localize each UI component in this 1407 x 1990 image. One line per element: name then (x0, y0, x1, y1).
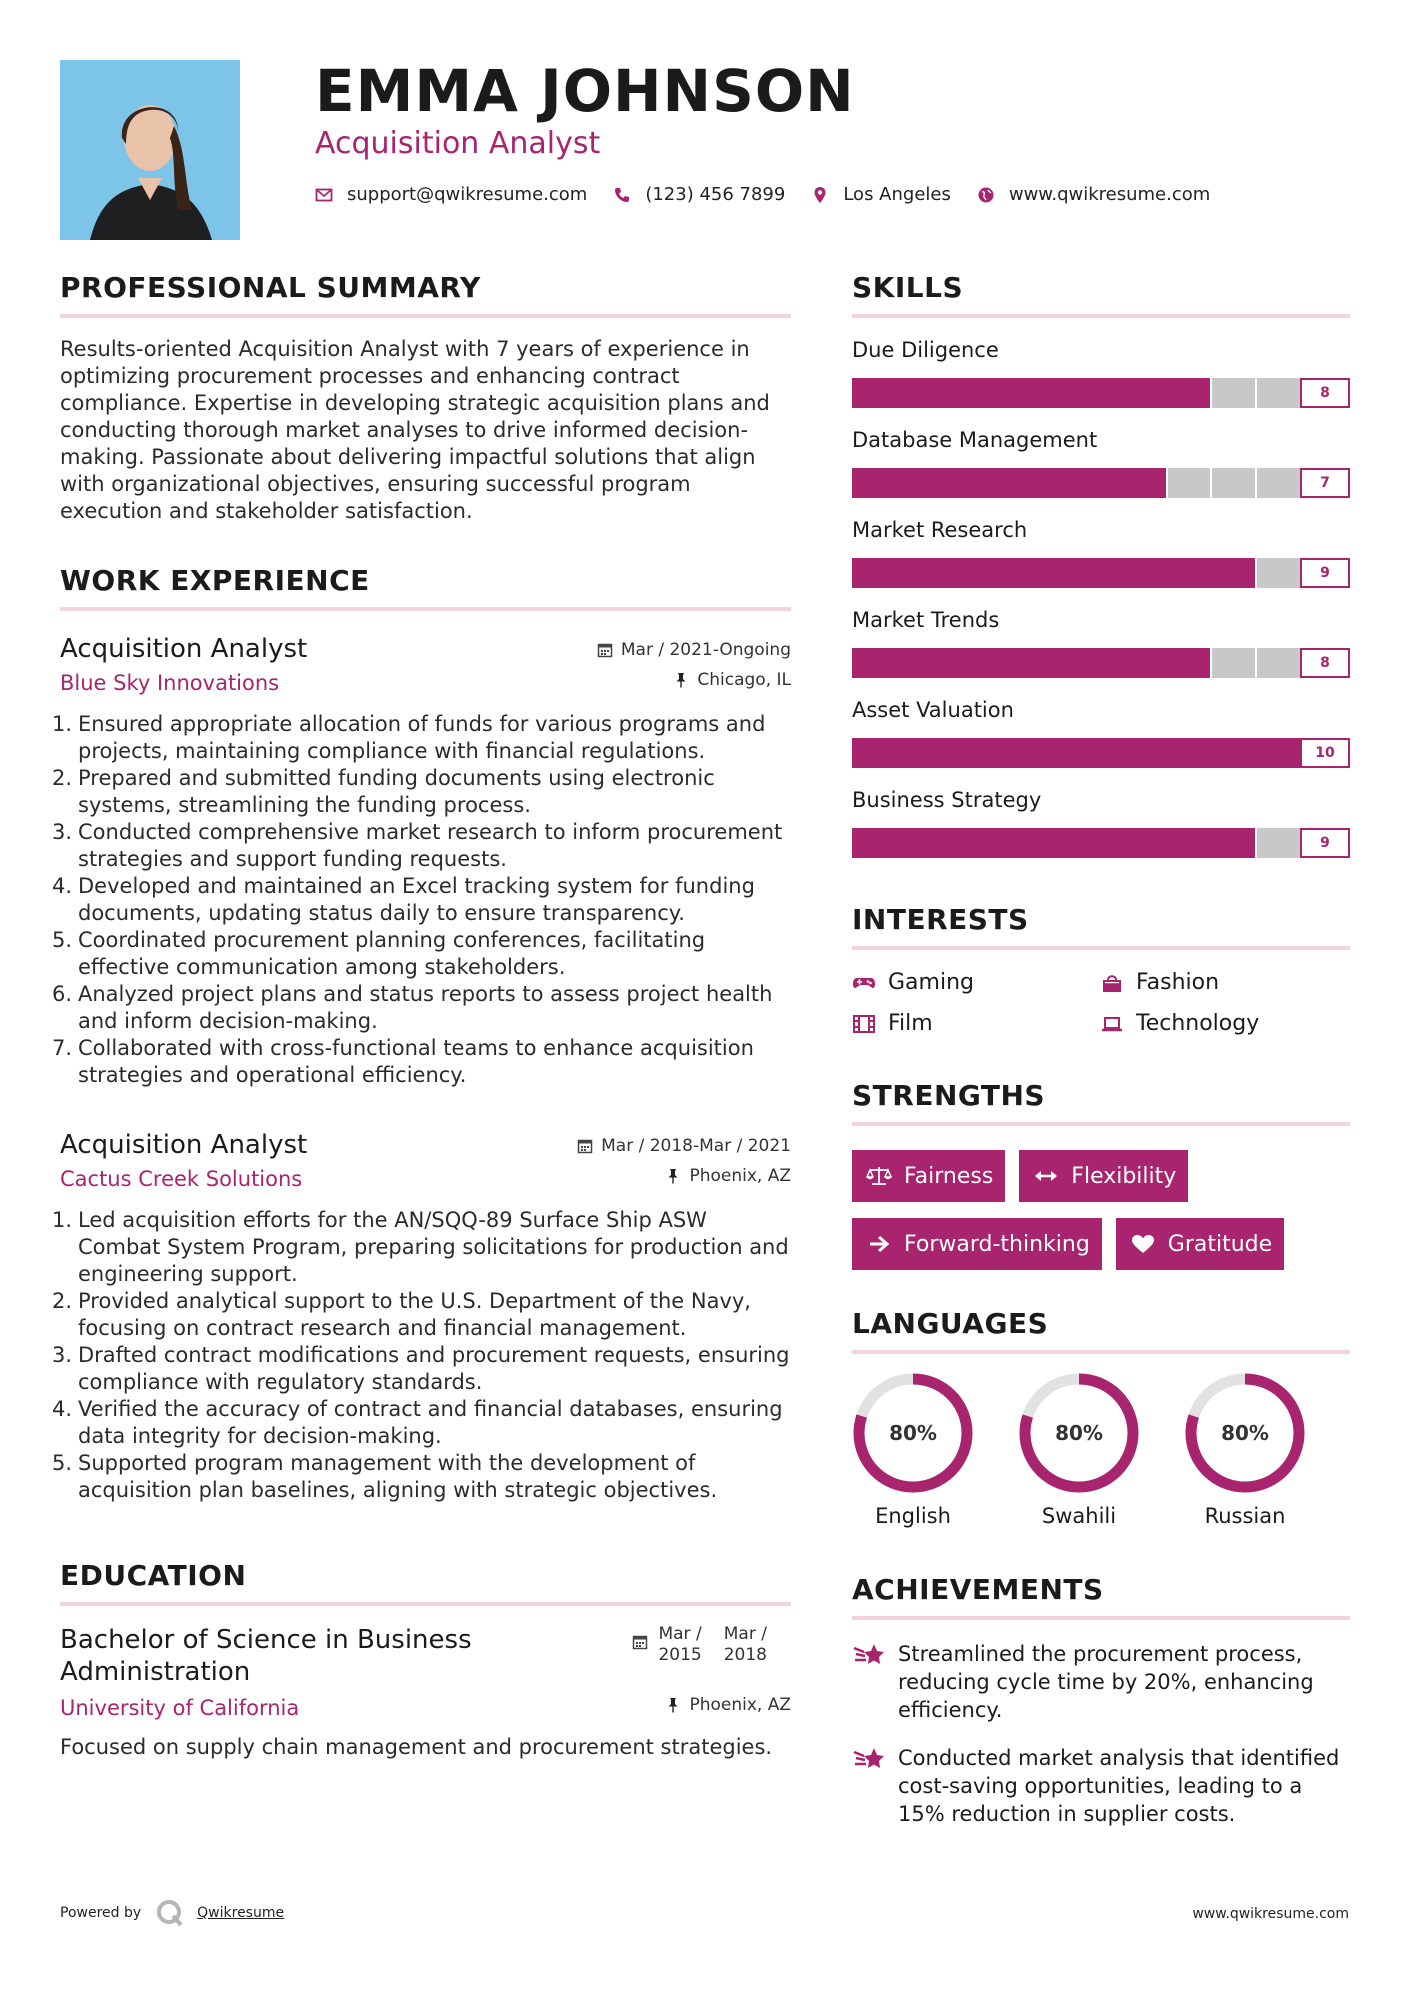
list-number: 1. (52, 712, 73, 736)
job-dates (597, 639, 791, 661)
interest-label: Technology (1136, 1011, 1260, 1036)
interest-label: Film (888, 1011, 933, 1036)
contact-email[interactable] (315, 184, 587, 205)
list-item-text: Analyzed project plans and status reports to assess project health and inform decision-making. (78, 982, 773, 1033)
skill-bar-segment (1255, 558, 1300, 588)
strength-list (852, 1150, 1350, 1286)
edu-start-month: Mar / (658, 1624, 702, 1644)
laptop-icon (1100, 1014, 1124, 1034)
globe-icon (977, 186, 995, 204)
company-name: Blue Sky Innovations (60, 671, 280, 695)
interest-item (852, 1011, 1100, 1036)
education-location-text: Phoenix, AZ (689, 1695, 791, 1715)
strength-chip (852, 1218, 1102, 1270)
list-number: 5. (52, 928, 73, 952)
strength-chip (1019, 1150, 1188, 1202)
contact-location-text: Los Angeles (843, 184, 951, 205)
skill-bar-segment (1255, 648, 1300, 678)
section-divider (852, 946, 1350, 950)
experience-heading: WORK EXPERIENCE (60, 564, 370, 597)
list-number: 2. (52, 1289, 73, 1313)
shooting-star-icon (852, 1744, 886, 1772)
skill-bar-segment (1210, 648, 1255, 678)
job-title: Acquisition Analyst (60, 1130, 308, 1160)
section-divider (852, 1350, 1350, 1354)
gamepad-icon (852, 973, 876, 993)
contact-phone[interactable] (613, 184, 785, 205)
candidate-title: Acquisition Analyst (315, 126, 601, 161)
achievement-text: Streamlined the procurement process, reducing cycle time by 20%, enhancing efficiency. (898, 1642, 1314, 1722)
footer-url[interactable]: www.qwikresume.com (1192, 1906, 1349, 1922)
edu-end-month: Mar / (723, 1624, 767, 1644)
skill-list (852, 336, 1350, 858)
calendar-icon (632, 1634, 648, 1650)
skill-level-badge: 8 (1300, 648, 1350, 678)
skill-level-badge: 10 (1300, 738, 1350, 768)
skill-name: Market Trends (852, 608, 1000, 632)
shopping-bag-icon (1100, 973, 1124, 993)
list-item-text: Coordinated procurement planning conferences, facilitating effective communication among stakeholders. (78, 928, 706, 979)
education-dates (632, 1624, 791, 1666)
language-ring (852, 1372, 974, 1494)
skill-name: Asset Valuation (852, 698, 1014, 722)
profile-photo (60, 60, 240, 240)
envelope-icon (315, 186, 333, 204)
skill-name: Market Research (852, 518, 1028, 542)
brand-link[interactable]: Qwikresume (197, 1905, 285, 1921)
list-item-text: Supported program management with the development of acquisition plan baselines, aligning with strategic objectives. (78, 1451, 718, 1502)
job-location (665, 1165, 791, 1187)
company-name: Cactus Creek Solutions (60, 1167, 303, 1191)
film-icon (852, 1014, 876, 1034)
skill-bar-segment (1210, 468, 1255, 498)
skill-bar-segment (1255, 468, 1300, 498)
edu-start-year: 2015 (658, 1645, 702, 1665)
pushpin-icon (665, 1168, 681, 1184)
qwikresume-logo-icon (155, 1898, 185, 1928)
left-column (52, 270, 791, 1761)
contact-row (315, 184, 1365, 205)
language-item (1184, 1372, 1350, 1528)
section-divider (60, 314, 791, 318)
skill-bar (852, 558, 1350, 588)
arrows-horizontal-icon (1033, 1165, 1059, 1187)
job-list (52, 633, 791, 1504)
list-item-text: Developed and maintained an Excel tracking system for funding documents, updating status daily to ensure transparency. (78, 874, 755, 925)
interest-item (1100, 970, 1348, 995)
list-number: 7. (52, 1036, 73, 1060)
section-divider (852, 314, 1350, 318)
list-item (52, 927, 791, 981)
language-ring (1018, 1372, 1140, 1494)
job-dates (577, 1135, 791, 1157)
strength-label: Fairness (904, 1163, 994, 1189)
skill-name: Due Diligence (852, 338, 999, 362)
skills-heading: SKILLS (852, 271, 964, 304)
list-item-text: Drafted contract modifications and procurement requests, ensuring compliance with regulatory standards. (78, 1343, 790, 1394)
skill-level-badge: 8 (1300, 378, 1350, 408)
language-percent: 80% (1055, 1421, 1103, 1445)
skill-item (852, 336, 1350, 408)
skill-bar-segment (1166, 468, 1211, 498)
list-item-text: Conducted comprehensive market research to inform procurement strategies and support funding requests. (78, 820, 783, 871)
education-description: Focused on supply chain management and procurement strategies. (60, 1735, 773, 1759)
list-item (52, 1035, 791, 1089)
powered-by-text: Powered by (60, 1905, 142, 1921)
job-location-text: Chicago, IL (697, 670, 791, 690)
job-dates-text: Mar / 2021-Ongoing (620, 640, 791, 660)
strength-label: Gratitude (1167, 1231, 1273, 1257)
strength-label: Forward-thinking (904, 1231, 1090, 1257)
skill-item (852, 786, 1350, 858)
education-location (665, 1694, 791, 1716)
contact-email-text: support@qwikresume.com (347, 184, 588, 205)
language-percent: 80% (1221, 1421, 1269, 1445)
summary-text: Results-oriented Acquisition Analyst with 7 years of experience in optimizing procurement processes and enhancing contract compliance. Expertise in developing strategic acquisition plans and conducting thorough market analyses to drive informed decision-making. Passionate about delivering impactful solutions that align with organizational objectives, ensuring successful program execution and stakeholder satisfaction. (60, 337, 770, 523)
summary-heading: PROFESSIONAL SUMMARY (60, 271, 481, 304)
list-item (52, 1342, 791, 1396)
education-entry (60, 1624, 791, 1761)
skill-level-badge: 9 (1300, 558, 1350, 588)
skill-bar-fill (852, 378, 1210, 408)
section-divider (852, 1616, 1350, 1620)
job-title: Acquisition Analyst (60, 634, 308, 664)
strength-chip (1116, 1218, 1284, 1270)
calendar-icon (577, 1138, 593, 1154)
list-item (52, 819, 791, 873)
list-number: 3. (52, 820, 73, 844)
skill-bar-fill (852, 648, 1210, 678)
language-name: Swahili (1041, 1504, 1117, 1528)
achievement-text: Conducted market analysis that identified cost-saving opportunities, leading to a 15% reduction in supplier costs. (898, 1746, 1340, 1826)
list-item-text: Ensured appropriate allocation of funds for various programs and projects, maintaining compliance with financial regulations. (78, 712, 766, 763)
list-item (52, 1450, 791, 1504)
skill-item (852, 606, 1350, 678)
language-item (1018, 1372, 1184, 1528)
list-item-text: Collaborated with cross-functional teams to enhance acquisition strategies and operational efficiency. (78, 1036, 754, 1087)
list-number: 5. (52, 1451, 73, 1475)
language-item (852, 1372, 1018, 1528)
list-item-text: Provided analytical support to the U.S. Department of the Navy, focusing on contract research and financial management. (78, 1289, 751, 1340)
interest-label: Fashion (1136, 970, 1220, 995)
achievement-item (852, 1744, 1350, 1828)
list-item-text: Prepared and submitted funding documents using electronic systems, streamlining the funding process. (78, 766, 715, 817)
language-percent: 80% (889, 1421, 937, 1445)
section-divider (60, 1602, 791, 1606)
interest-item (1100, 1011, 1348, 1036)
skill-bar-segment (1255, 828, 1300, 858)
skill-bar-fill (852, 558, 1255, 588)
list-number: 3. (52, 1343, 73, 1367)
skill-bar (852, 738, 1350, 768)
skill-level-badge: 7 (1300, 468, 1350, 498)
job-entry (52, 1129, 791, 1504)
contact-phone-text: (123) 456 7899 (645, 184, 786, 205)
list-item (52, 711, 791, 765)
skill-bar-segment (1255, 378, 1300, 408)
job-location-text: Phoenix, AZ (689, 1166, 791, 1186)
list-number: 4. (52, 1397, 73, 1421)
right-column (852, 270, 1350, 1828)
skill-bar (852, 828, 1350, 858)
skill-bar (852, 468, 1350, 498)
list-item (52, 1396, 791, 1450)
list-item (52, 765, 791, 819)
skill-item (852, 516, 1350, 588)
contact-website[interactable] (977, 184, 1210, 205)
list-item (52, 873, 791, 927)
job-entry (52, 633, 791, 1089)
list-number: 4. (52, 874, 73, 898)
list-item (52, 1207, 791, 1288)
interest-item (852, 970, 1100, 995)
interest-label: Gaming (888, 970, 974, 995)
achievements-heading: ACHIEVEMENTS (852, 1573, 1104, 1606)
skill-level-badge: 9 (1300, 828, 1350, 858)
skill-bar (852, 648, 1350, 678)
languages-heading: LANGUAGES (852, 1307, 1049, 1340)
section-divider (60, 607, 791, 611)
edu-end-year: 2018 (723, 1645, 767, 1665)
achievement-item (852, 1640, 1350, 1724)
school-name: University of California (60, 1696, 300, 1720)
contact-location (811, 184, 951, 205)
skill-bar-segment (1210, 378, 1255, 408)
language-ring (1184, 1372, 1306, 1494)
job-bullets (52, 711, 791, 1089)
arrow-right-icon (866, 1233, 892, 1255)
list-item-text: Led acquisition efforts for the AN/SQQ-89 Surface Ship ASW Combat System Program, preparing solicitations for production and engineering support. (78, 1208, 789, 1286)
balance-scale-icon (866, 1165, 892, 1187)
degree-title: Bachelor of Science in Business Administration (60, 1625, 472, 1687)
skill-name: Business Strategy (852, 788, 1042, 812)
phone-icon (613, 186, 631, 204)
job-bullets (52, 1207, 791, 1504)
skill-item (852, 696, 1350, 768)
footer-powered-by (60, 1898, 284, 1928)
shooting-star-icon (852, 1640, 886, 1668)
list-number: 1. (52, 1208, 73, 1232)
candidate-name: EMMA JOHNSON (315, 57, 855, 125)
education-heading: EDUCATION (60, 1559, 247, 1592)
language-name: English (875, 1504, 951, 1528)
pushpin-icon (665, 1697, 681, 1713)
job-dates-text: Mar / 2018-Mar / 2021 (601, 1136, 791, 1156)
skill-bar-fill (852, 468, 1166, 498)
skill-bar-fill (852, 828, 1255, 858)
interest-list (852, 970, 1350, 1036)
strength-label: Flexibility (1071, 1163, 1177, 1189)
strengths-heading: STRENGTHS (852, 1079, 1046, 1112)
list-number: 2. (52, 766, 73, 790)
skill-item (852, 426, 1350, 498)
achievement-list (852, 1640, 1350, 1828)
list-item-text: Verified the accuracy of contract and financial databases, ensuring data integrity for decision-making. (78, 1397, 783, 1448)
skill-bar-fill (852, 738, 1300, 768)
language-name: Russian (1204, 1504, 1286, 1528)
calendar-icon (597, 642, 613, 658)
list-item (52, 1288, 791, 1342)
skill-name: Database Management (852, 428, 1098, 452)
job-location (673, 669, 791, 691)
map-pin-icon (811, 186, 829, 204)
language-list (852, 1372, 1350, 1528)
contact-website-text: www.qwikresume.com (1008, 184, 1211, 205)
interests-heading: INTERESTS (852, 903, 1029, 936)
strength-chip (852, 1150, 1005, 1202)
skill-bar (852, 378, 1350, 408)
heart-icon (1130, 1233, 1156, 1255)
list-item (52, 981, 791, 1035)
pushpin-icon (673, 672, 689, 688)
resume-header (315, 58, 1365, 205)
list-number: 6. (52, 982, 73, 1006)
section-divider (852, 1122, 1350, 1126)
